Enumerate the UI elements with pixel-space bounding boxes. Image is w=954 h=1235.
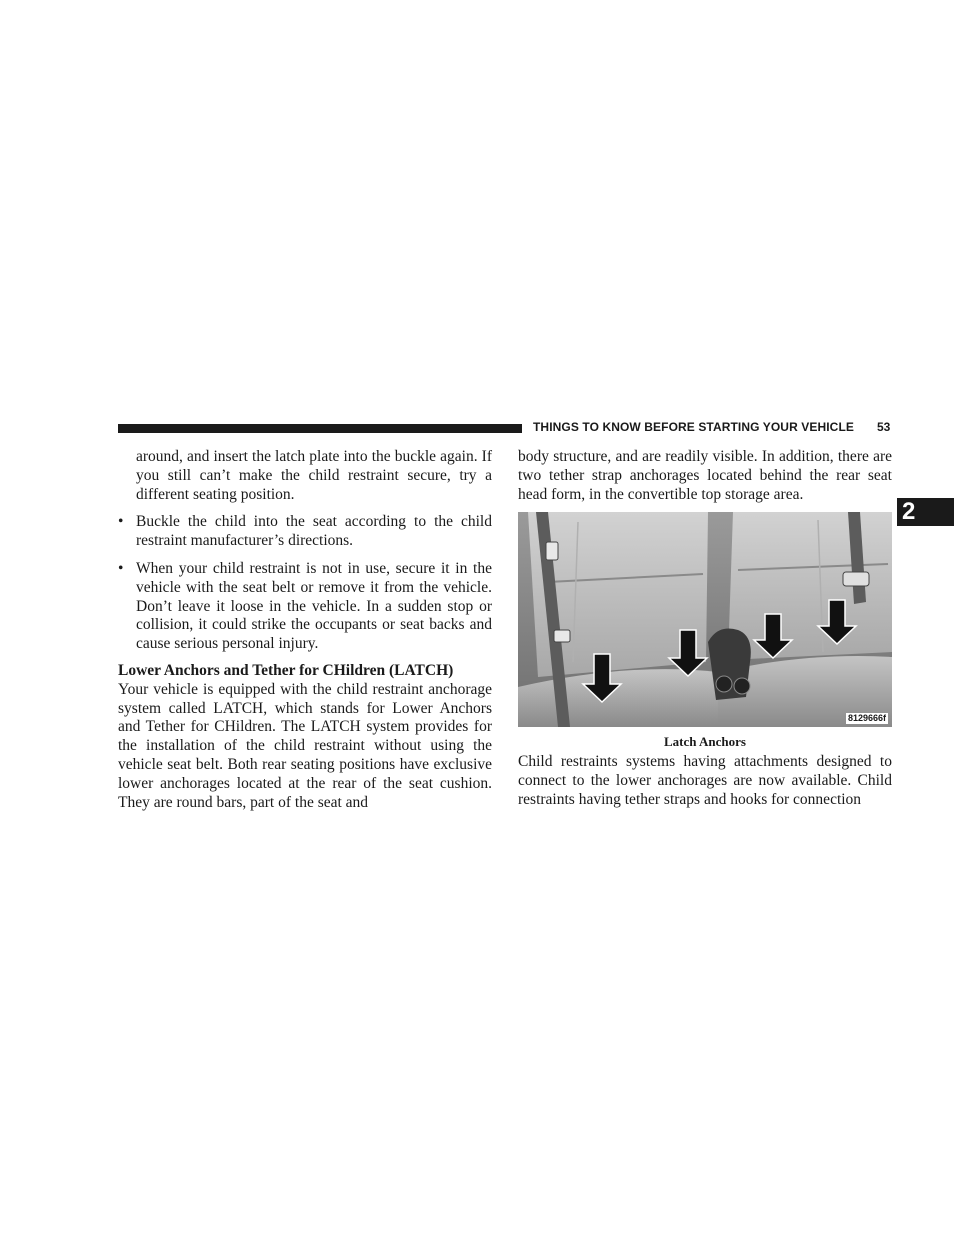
section-heading: Lower Anchors and Tether for CHildren (LATCH) — [118, 661, 454, 679]
body-paragraph: Your vehicle is equipped with the child restraint anchorage system called LATCH, which stands for Lower Anchors and Tether for CHildren. The LATCH system provides for the installation of the child restraint without using the vehicle seat belt. Both rear seating positions have exclusive lower anchorages located at the rear of the seat cushion. They are round bars, part of the seat and — [118, 680, 492, 811]
bullet-icon: • — [118, 559, 124, 577]
continuation-paragraph: body structure, and are readily visible. In addition, there are two tether strap anchorages located behind the rear seat head form, in the convertible top storage area. — [518, 448, 892, 503]
list-item — [118, 560, 492, 654]
list-item — [118, 513, 492, 551]
right-column — [518, 448, 892, 810]
image-code: 8129666f — [847, 713, 886, 724]
running-header: THINGS TO KNOW BEFORE STARTING YOUR VEHICLE — [533, 420, 854, 434]
latch-anchors-photo — [518, 512, 892, 727]
rear-seat-illustration — [518, 512, 892, 727]
section-tab: 2 — [897, 498, 954, 526]
bullet-text: Buckle the child into the seat according to the child restraint manufacturer’s directions. — [136, 513, 492, 550]
continuation-paragraph: around, and insert the latch plate into the buckle again. If you still can’t make the child restraint secure, try a different seating position. — [136, 448, 492, 503]
bullet-text: When your child restraint is not in use, secure it in the vehicle with the seat belt or remove it from the vehicle. Don’t leave it loose in the vehicle. In a sudden stop or collision, it could strike the occupants or seat backs and cause serious personal injury. — [136, 559, 492, 653]
header-rule — [118, 424, 522, 433]
body-paragraph: Child restraints systems having attachments designed to connect to the lower anchorages are now available. Child restraints having tether straps and hooks for connection — [518, 753, 892, 808]
page-number: 53 — [877, 420, 891, 434]
figure-caption: Latch Anchors — [664, 734, 746, 750]
left-column — [118, 448, 492, 812]
bullet-icon: • — [118, 513, 124, 531]
